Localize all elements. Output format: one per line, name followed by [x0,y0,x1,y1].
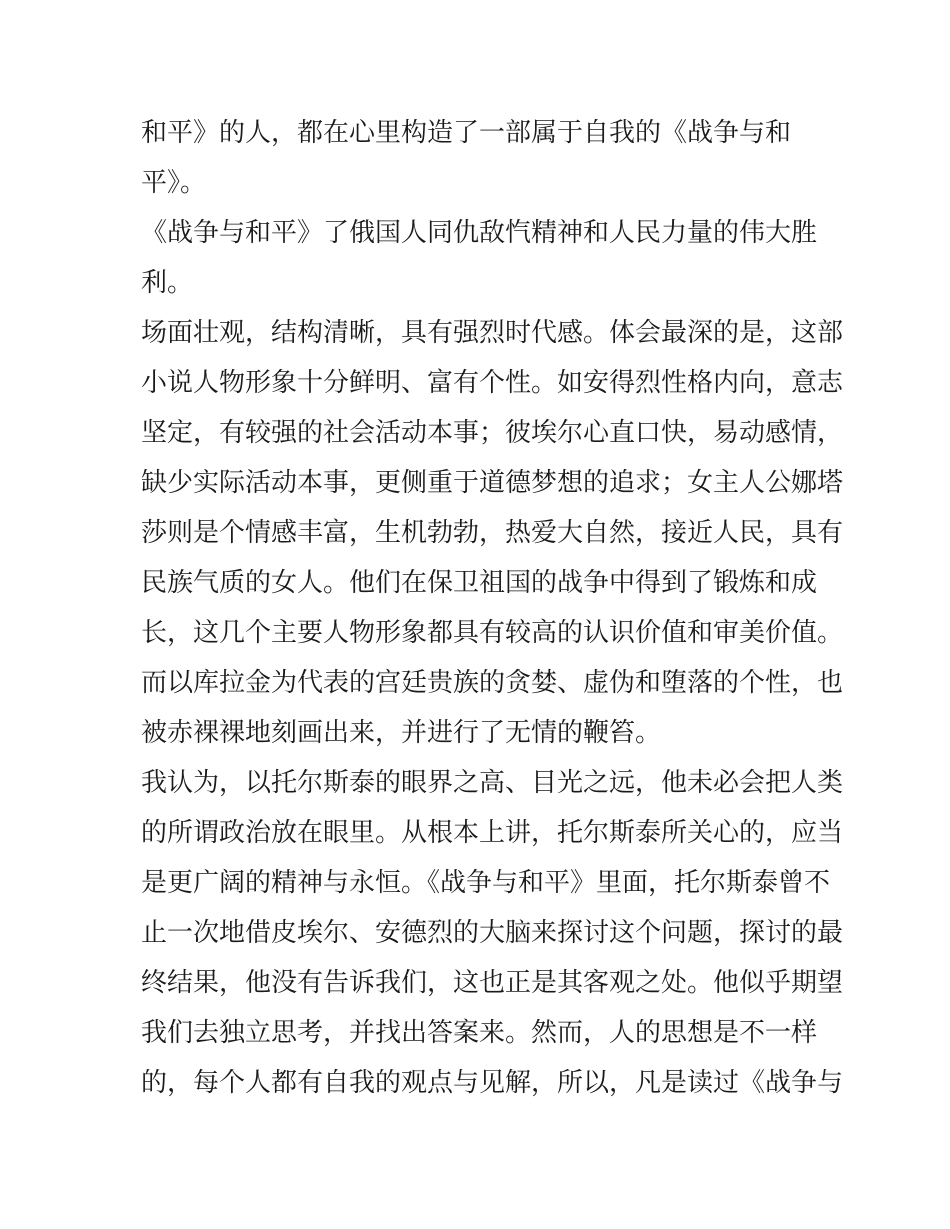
text-line: 是更广阔的精神与永恒。《战争与和平》里面，托尔斯泰曾不 [141,868,831,898]
text-line: 我们去独立思考，并找出答案来。然而，人的思想是不一样 [141,1018,818,1048]
text-line: 坚定，有较强的社会活动本事；彼埃尔心直口快，易动感情， [141,418,844,448]
text-line: 《战争与和平》了俄国人同仇敌忾精神和人民力量的伟大胜 [141,218,818,248]
text-line: 莎则是个情感丰富，生机勃勃，热爱大自然，接近人民，具有 [141,518,844,548]
text-line: 缺少实际活动本事，更侧重于道德梦想的追求；女主人公娜塔 [141,468,844,498]
text-line: 被赤裸裸地刻画出来，并进行了无情的鞭笞。 [141,718,662,748]
text-line: 我认为，以托尔斯泰的眼界之高、目光之远，他未必会把人类 [141,768,844,798]
document-body [141,108,844,1108]
text-line: 平》。 [141,168,207,198]
text-line: 的所谓政治放在眼里。从根本上讲，托尔斯泰所关心的，应当 [141,818,844,848]
text-line: 终结果，他没有告诉我们，这也正是其客观之处。他似乎期望 [141,968,844,998]
text-line: 民族气质的女人。他们在保卫祖国的战争中得到了锻炼和成 [141,568,818,598]
text-line: 而以库拉金为代表的宫廷贵族的贪婪、虚伪和堕落的个性，也 [141,668,844,698]
text-line: 长，这几个主要人物形象都具有较高的认识价值和审美价值。 [141,618,844,648]
text-line: 利。 [141,268,194,298]
text-line: 止一次地借皮埃尔、安德烈的大脑来探讨这个问题，探讨的最 [141,918,844,948]
text-line: 的，每个人都有自我的观点与见解，所以，凡是读过《战争与 [141,1068,844,1098]
text-line: 和平》的人，都在心里构造了一部属于自我的《战争与和 [141,118,792,148]
text-line: 小说人物形象十分鲜明、富有个性。如安得烈性格内向，意志 [141,368,844,398]
text-line: 场面壮观，结构清晰，具有强烈时代感。体会最深的是，这部 [141,318,844,348]
